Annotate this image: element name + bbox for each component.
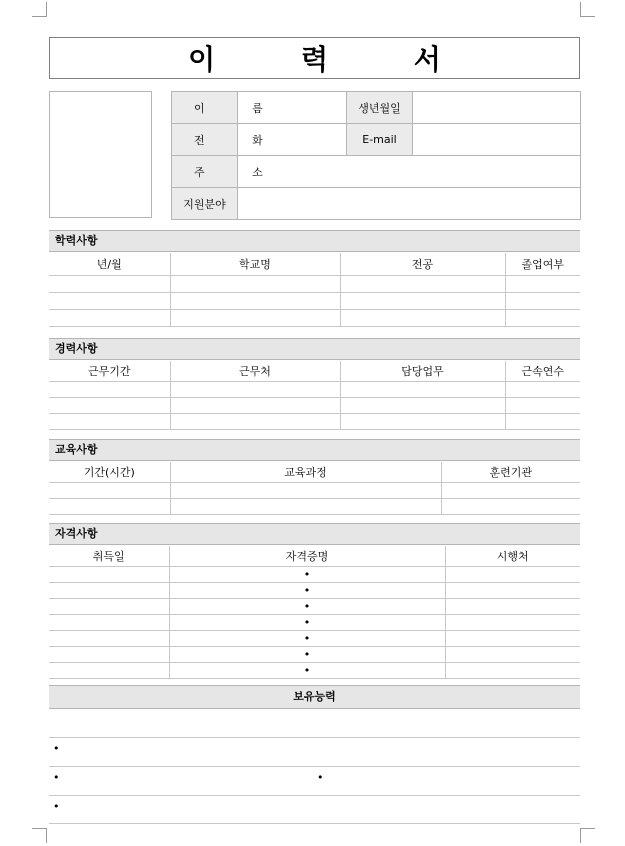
phone-label: 전 화 [172,124,238,156]
certification-bullet[interactable]: • [169,614,445,630]
table-row [49,275,580,292]
table-row [49,566,580,582]
education-header-graduation: 졸업여부 [505,253,580,275]
education-cell[interactable] [49,309,170,326]
certification-header-date: 취득일 [49,546,169,566]
education-cell[interactable] [340,309,505,326]
certification-cell[interactable] [49,566,169,582]
education-cell[interactable] [505,275,580,292]
career-cell[interactable] [170,413,340,429]
career-cell[interactable] [170,381,340,397]
table-row [49,397,580,413]
skills-bullet[interactable]: • [53,800,60,813]
email-label: E-mail [347,124,413,156]
education-cell[interactable] [170,275,340,292]
training-section-title: 교육사항 [49,439,580,461]
certification-section-title: 자격사항 [49,523,580,545]
table-row [49,482,580,498]
career-header-workplace: 근무처 [170,361,340,381]
birth-field[interactable] [413,92,581,124]
training-cell[interactable] [170,498,441,514]
skills-section-title: 보유능력 [49,685,580,709]
training-table [49,462,580,515]
skills-divider [49,766,580,767]
education-header-major: 전공 [340,253,505,275]
title-box [49,37,580,79]
career-cell[interactable] [49,397,170,413]
name-label: 이 름 [172,92,238,124]
career-header-years: 근속연수 [505,361,580,381]
crop-mark-bottom-left [32,828,47,843]
skills-divider [49,823,580,824]
education-table [49,253,580,327]
certification-cell[interactable] [49,582,169,598]
table-row [49,582,580,598]
education-cell[interactable] [170,292,340,309]
address-label: 주 소 [172,156,238,188]
certification-bullet[interactable]: • [169,646,445,662]
career-table [49,361,580,430]
crop-mark-top-right [580,2,595,17]
training-cell[interactable] [441,498,580,514]
training-header-course: 교육과정 [170,462,441,482]
table-row [49,292,580,309]
certification-header-name: 자격증명 [169,546,445,566]
certification-cell[interactable] [445,646,580,662]
training-header-period: 기간(시간) [49,462,170,482]
career-cell[interactable] [170,397,340,413]
career-cell[interactable] [340,397,505,413]
training-cell[interactable] [49,482,170,498]
certification-cell[interactable] [49,646,169,662]
skills-bullet[interactable]: • [317,771,324,784]
certification-bullet[interactable]: • [169,582,445,598]
skills-bullet[interactable]: • [53,771,60,784]
training-cell[interactable] [441,482,580,498]
career-section-title: 경력사항 [49,338,580,360]
career-cell[interactable] [49,413,170,429]
training-cell[interactable] [170,482,441,498]
table-row [49,662,580,678]
education-cell[interactable] [49,292,170,309]
table-row [49,413,580,429]
table-row [49,498,580,514]
certification-cell[interactable] [49,630,169,646]
career-cell[interactable] [49,381,170,397]
certification-cell[interactable] [445,582,580,598]
certification-cell[interactable] [445,598,580,614]
skills-divider [49,795,580,796]
career-cell[interactable] [505,381,580,397]
certification-cell[interactable] [445,566,580,582]
table-row [49,309,580,326]
table-row [49,598,580,614]
career-cell[interactable] [340,381,505,397]
certification-table [49,546,580,679]
photo-box[interactable] [49,91,152,218]
skills-bullet[interactable]: • [53,742,60,755]
training-header-institution: 훈련기관 [441,462,580,482]
education-cell[interactable] [49,275,170,292]
education-cell[interactable] [340,292,505,309]
table-row [49,630,580,646]
certification-cell[interactable] [49,598,169,614]
education-cell[interactable] [170,309,340,326]
personal-info-table [171,91,581,220]
field-label: 지원분야 [172,188,238,220]
education-cell[interactable] [340,275,505,292]
address-field[interactable] [238,156,581,188]
birth-label: 생년월일 [347,92,413,124]
certification-bullet[interactable]: • [169,630,445,646]
table-row [49,381,580,397]
certification-bullet[interactable]: • [169,598,445,614]
table-row [49,646,580,662]
certification-header-issuer: 시행처 [445,546,580,566]
career-header-period: 근무기간 [49,361,170,381]
certification-cell[interactable] [445,662,580,678]
career-header-duty: 담당업무 [340,361,505,381]
education-cell[interactable] [505,292,580,309]
education-cell[interactable] [505,309,580,326]
skills-divider [49,737,580,738]
table-row [49,614,580,630]
education-header-date: 년/월 [49,253,170,275]
career-cell[interactable] [505,397,580,413]
training-cell[interactable] [49,498,170,514]
education-header-school: 학교명 [170,253,340,275]
certification-cell[interactable] [445,630,580,646]
education-section-title: 학력사항 [49,230,580,252]
certification-bullet[interactable]: • [169,566,445,582]
certification-cell[interactable] [49,614,169,630]
career-cell[interactable] [505,413,580,429]
field-field[interactable] [238,188,581,220]
certification-cell[interactable] [445,614,580,630]
certification-cell[interactable] [49,662,169,678]
document-title: 이 력 서 [188,43,479,76]
career-cell[interactable] [340,413,505,429]
certification-bullet[interactable]: • [169,662,445,678]
crop-mark-bottom-right [580,828,595,843]
email-field[interactable] [413,124,581,156]
crop-mark-top-left [32,2,47,17]
